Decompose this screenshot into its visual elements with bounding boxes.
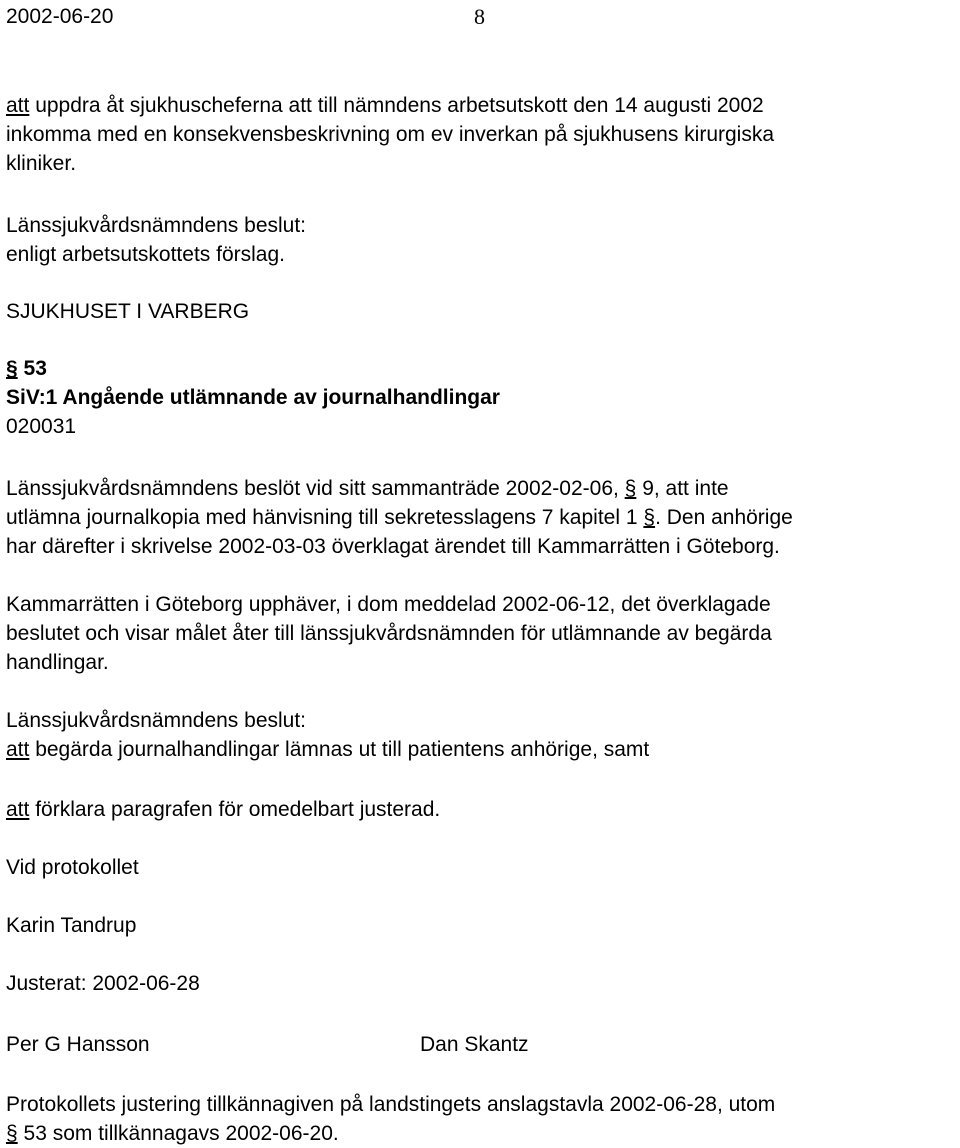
section-sign: §: [624, 477, 637, 500]
decision-1-text: enligt arbetsutskottets förslag.: [6, 243, 285, 266]
adjusted-date: Justerat: 2002-06-28: [6, 972, 200, 995]
intro-paragraph: [6, 91, 956, 178]
page-number: 8: [474, 4, 485, 29]
item-number: [6, 354, 956, 383]
decision-1-heading: Länssjukvårdsnämndens beslut:: [6, 214, 307, 237]
section-title: SJUKHUSET I VARBERG: [6, 300, 250, 323]
decision-2-heading: Länssjukvårdsnämndens beslut:: [6, 709, 307, 732]
att-keyword: att: [6, 94, 30, 117]
body-1-line-1-text: Länssjukvårdsnämndens beslöt vid sitt sammanträde 2002-02-06,: [6, 477, 625, 500]
decision-2-item-2: [6, 795, 956, 824]
body-paragraph-2: [6, 590, 956, 677]
secretary-name: Karin Tandrup: [6, 914, 137, 937]
item-reference: 020031: [6, 415, 77, 438]
footer-line-2-text: 53 som tillkännagavs 2002-06-20.: [17, 1122, 339, 1145]
body-1-line-1-tail: 9, att inte: [636, 477, 729, 500]
item-title: SiV:1 Angående utlämnande av journalhandlingar: [6, 386, 500, 409]
signer-2: Dan Skantz: [420, 1033, 529, 1056]
intro-line-1: [6, 91, 956, 120]
att-keyword: att: [6, 798, 30, 821]
protocol-label: Vid protokollet: [6, 856, 139, 879]
body-1-line-1: [6, 474, 956, 503]
decision-2-item-1: [6, 735, 956, 764]
item-heading: [6, 354, 956, 412]
decision-2: [6, 706, 956, 764]
page-header: [0, 0, 960, 30]
footer-line-1: Protokollets justering tillkännagiven på landstingets anslagstavla 2002-06-28, utom: [6, 1093, 776, 1116]
body-2-line-2: beslutet och visar målet åter till länssjukvårdsnämnden för utlämnande av begärda: [6, 622, 772, 645]
att-keyword: att: [6, 738, 30, 761]
body-1-line-3: har därefter i skrivelse 2002-03-03 överklagat ärendet till Kammarrätten i Göteborg.: [6, 535, 780, 558]
decision-2-item-2-text: förklara paragrafen för omedelbart justerad.: [29, 798, 441, 821]
footer-note: [6, 1090, 956, 1148]
section-sign: §: [6, 1122, 18, 1145]
section-sign: §: [6, 357, 18, 380]
body-2-line-1: Kammarrätten i Göteborg upphäver, i dom meddelad 2002-06-12, det överklagade: [6, 593, 771, 616]
body-1-line-2: [6, 503, 956, 532]
intro-line-2: inkomma med en konsekvensbeskrivning om ev inverkan på sjukhusens kirurgiska: [6, 123, 775, 146]
body-paragraph-1: [6, 474, 956, 561]
section-sign: §: [643, 506, 656, 529]
signer-1: Per G Hansson: [6, 1033, 150, 1056]
header-date: 2002-06-20: [6, 5, 114, 28]
decision-2-item-1-text: begärda journalhandlingar lämnas ut till patientens anhörige, samt: [29, 738, 650, 761]
item-number-text: 53: [17, 357, 47, 380]
intro-line-1-text: uppdra åt sjukhuscheferna att till nämndens arbetsutskott den 14 augusti 2002: [29, 94, 764, 117]
body-1-line-2-tail: . Den anhörige: [655, 506, 793, 529]
intro-line-3: kliniker.: [6, 152, 77, 175]
footer-line-2: [6, 1119, 956, 1148]
body-1-line-2-text: utlämna journalkopia med hänvisning till sekretesslagens 7 kapitel 1: [6, 506, 644, 529]
body-2-line-3: handlingar.: [6, 651, 109, 674]
decision-1: [6, 211, 956, 269]
